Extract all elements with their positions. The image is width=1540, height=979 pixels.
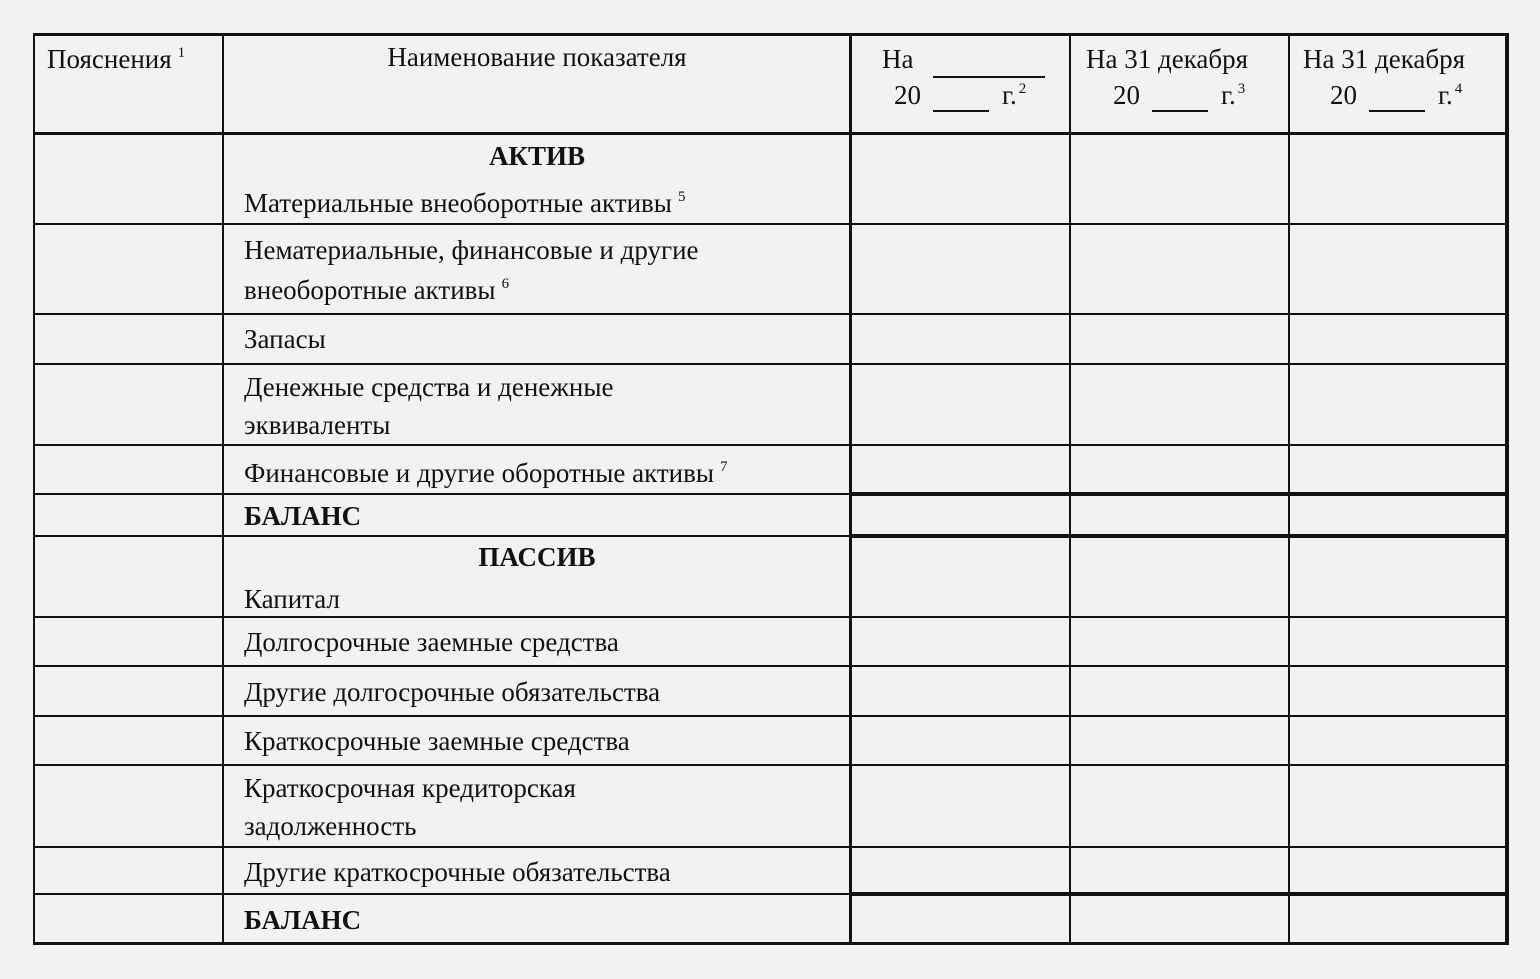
year-suffix: г.	[1002, 80, 1017, 110]
table-row: Материальные внеоборотные активы $^5$	[244, 188, 686, 218]
table-row: Другие краткосрочные обязательства	[244, 857, 671, 887]
table-row: Капитал	[244, 584, 341, 614]
table-row: Краткосрочная кредиторская	[244, 773, 576, 803]
table-border-left	[33, 33, 35, 945]
footnote-ref: 7	[720, 459, 728, 475]
header-date-label: На 31 декабря	[1303, 44, 1466, 74]
row-divider-thick	[850, 492, 1509, 496]
table-border-right	[1505, 33, 1509, 945]
footnote-ref: 3	[1237, 81, 1246, 97]
header-indicator-name: Наименование показателя	[387, 42, 687, 72]
header-explanations: Пояснения $^1$	[47, 44, 186, 74]
footnote-ref: 1	[177, 45, 186, 61]
footnote-ref: 2	[1018, 81, 1027, 97]
table-row: Долгосрочные заемные средства	[244, 627, 619, 657]
table-row: Финансовые и другие оборотные активы $^7$	[244, 458, 728, 488]
year-prefix: 20	[1330, 80, 1357, 110]
header-date-col-1	[852, 40, 1069, 130]
year-prefix: 20	[1113, 80, 1140, 110]
table-row-continuation: задолженность	[244, 811, 417, 841]
header-date-col-2	[1071, 40, 1288, 130]
year-suffix: г.	[1438, 80, 1453, 110]
header-date-col-3	[1290, 40, 1505, 130]
table-row: Денежные средства и денежные	[244, 372, 614, 402]
table-row: Нематериальные, финансовые и другие	[244, 235, 699, 265]
table-row-continuation: эквиваленты	[244, 410, 391, 440]
table-row: Краткосрочные заемные средства	[244, 726, 630, 756]
section-title-passiv: ПАССИВ	[478, 542, 596, 572]
section-title-aktiv: АКТИВ	[488, 141, 586, 171]
year-blank-field	[1152, 84, 1208, 112]
header-date-label: На 31 декабря	[1086, 44, 1249, 74]
footnote-ref: 5	[677, 189, 686, 205]
table-row-continuation: внеоборотные активы $^6$	[244, 275, 510, 305]
header-date-label: На	[882, 44, 914, 74]
column-divider	[1288, 33, 1290, 945]
date-blank-field	[933, 50, 1045, 78]
year-suffix: г.	[1221, 80, 1236, 110]
table-row-total: БАЛАНС	[244, 905, 362, 935]
row-divider-thick	[850, 534, 1509, 538]
year-blank-field	[933, 84, 989, 112]
year-prefix: 20	[894, 80, 921, 110]
year-blank-field	[1369, 84, 1425, 112]
column-divider	[1069, 33, 1071, 945]
table-row-total: БАЛАНС	[244, 501, 362, 531]
table-row: Запасы	[244, 324, 326, 354]
footnote-ref: 4	[1454, 81, 1463, 97]
footnote-ref: 6	[501, 276, 510, 292]
row-divider-thick	[850, 892, 1509, 896]
table-row: Другие долгосрочные обязательства	[244, 677, 661, 707]
